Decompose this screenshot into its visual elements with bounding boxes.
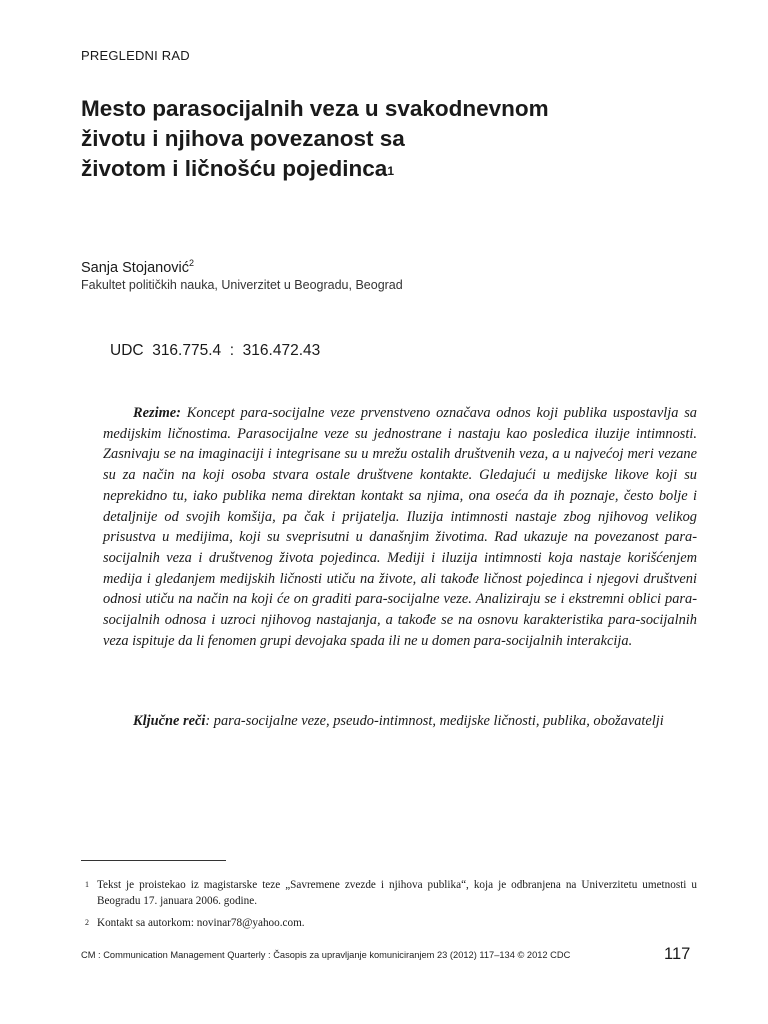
footnote-2 [85, 916, 697, 932]
author-name: Sanja Stojanović [81, 259, 190, 276]
article-title [81, 94, 681, 184]
footnote-number: 1 [85, 880, 89, 889]
title-line-1: Mesto parasocijalnih veza u svakodnevnom [81, 96, 549, 121]
keywords [103, 711, 697, 732]
footnote-text: Kontakt sa autorkom: novinar78@yahoo.com. [97, 917, 305, 929]
footnote-number: 2 [85, 918, 89, 927]
page-number: 117 [664, 945, 691, 963]
footnote-text: Tekst je proistekao iz magistarske teze „Savremene zvezde i njihova publika“, koja je odbranjena na Univerzitetu umetnosti u Beogradu 17. januara 2006. godine. [97, 879, 697, 907]
abstract-text: Koncept para-socijalne veze prvenstveno označava odnos koji publika uspostavlja sa medijskim ličnostima. Parasocijalne veze su jednostrane i nastaju kao posledica iluzije intimnosti. Zasnivaju se na imaginaciji i integrisane su u mrežu ostalih društvenih veza, a u najvećoj meri vezane su za način na koji osoba stvara ostale društvene kontakte. Gledajući u medijske likove koji su neprekidno tu, iako publika nema direktan kontakt sa njima, ona oseća da ih poznaje, često bolje i detaljnije od svojih komšija, pa čak i prijatelja. Iluzija intimnosti nastaje zbog njihovog velikog prisustva u medijima, koji su sveprisutni u današnjim životima. Rad ukazuje na povezanost para-socijalnih veza i društvenog života pojedinca. Mediji i iluzija intimnosti koja nastaje korišćenjem medija i gledanjem medijskih ličnosti utiču na živote, ali takođe ličnost pojedinca i njegovi društveni odnosi utiču na način na koji će on graditi para-socijalne veze. Analiziraju se i ekstremni oblici para-socijalnih odnosa i uzroci njihovog nastajanja, a takođe se na osnovu karakteristika para-socijalnih veza ispituje da li fenomen grupi devojaka spada ili ne u domen para-socijalnih interakcija. [103, 405, 697, 649]
abstract [103, 403, 697, 651]
title-footnote-marker[interactable]: 1 [387, 164, 394, 178]
keywords-label: Ključne reči [133, 713, 206, 729]
footnote-divider [81, 860, 226, 861]
keywords-text: : para-socijalne veze, pseudo-intimnost, medijske ličnosti, publika, obožavatelji [205, 713, 664, 729]
author-footnote-marker[interactable]: 2 [189, 258, 195, 268]
title-line-3: životom i ličnošću pojedinca$^1$ [81, 156, 394, 181]
author [81, 258, 194, 276]
author-affiliation: Fakultet političkih nauka, Univerzitet u Beogradu, Beograd [81, 278, 403, 292]
abstract-label: Rezime: [133, 405, 181, 421]
udc-classification: UDC 316.775.4 : 316.472.43 [110, 342, 321, 359]
section-label: PREGLEDNI RAD [81, 48, 190, 63]
journal-citation: CM : Communication Management Quarterly : Časopis za upravljanje komuniciranjem 23 (2012) 117–134 © 2012 CDC [81, 950, 571, 960]
title-line-2: životu i njihova povezanost sa [81, 126, 405, 151]
footnote-1 [85, 878, 697, 909]
